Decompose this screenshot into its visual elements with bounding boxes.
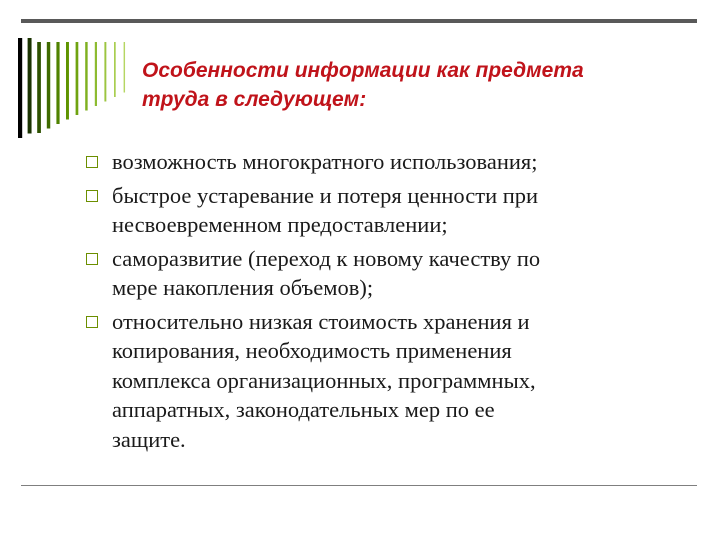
checkbox-bullet-icon (86, 253, 98, 265)
bullet-line: быстрое устаревание и потеря ценности при (112, 182, 539, 208)
bullet-list (24, 147, 674, 458)
stripe-bar (37, 42, 41, 133)
stripe-bar (76, 42, 79, 115)
bullet-line: возможность многократного использования; (112, 149, 538, 174)
slide-title-line: труда в следующем: (142, 88, 367, 111)
stripe-bar (66, 42, 69, 120)
checkbox-bullet-icon (86, 156, 98, 168)
bullet-item (24, 147, 674, 177)
bullet-line: комплекса организационных, программных, (112, 367, 536, 393)
bullet-text (112, 307, 674, 455)
bullet-line: аппаратных, законодательных мер по ее (112, 397, 495, 422)
bullet-item (24, 181, 674, 240)
bullet-text (112, 181, 674, 240)
bottom-rule (21, 485, 697, 486)
stripe-bar (56, 42, 59, 124)
bullet-item (24, 244, 674, 303)
decorative-stripes (18, 36, 138, 146)
bullet-line: относительно низкая стоимость хранения и (112, 308, 530, 334)
stripe-bar (18, 38, 22, 138)
bullet-line: защите. (112, 426, 186, 452)
top-rule (21, 19, 697, 23)
checkbox-bullet-icon (86, 190, 98, 202)
stripe-bar (85, 42, 87, 111)
bullet-line: саморазвитие (переход к новому качеству по (112, 245, 541, 271)
stripe-bar (114, 42, 116, 97)
stripe-bar (104, 42, 106, 102)
slide-title-line: Особенности информации как предмета (142, 59, 584, 82)
stripe-bar (47, 42, 50, 129)
bullet-line: копирования, необходимость применения (112, 338, 512, 363)
bullet-item (24, 307, 674, 455)
bullet-text (112, 244, 674, 303)
checkbox-bullet-icon (86, 316, 98, 328)
bullet-text (112, 147, 674, 177)
bullet-line: несвоевременном предоставлении; (112, 212, 448, 237)
stripe-bar (95, 42, 97, 106)
stripe-bar (124, 42, 125, 93)
bullet-line: мере накопления объемов); (112, 275, 374, 300)
stripe-bar (28, 38, 32, 134)
slide-title (142, 56, 682, 114)
